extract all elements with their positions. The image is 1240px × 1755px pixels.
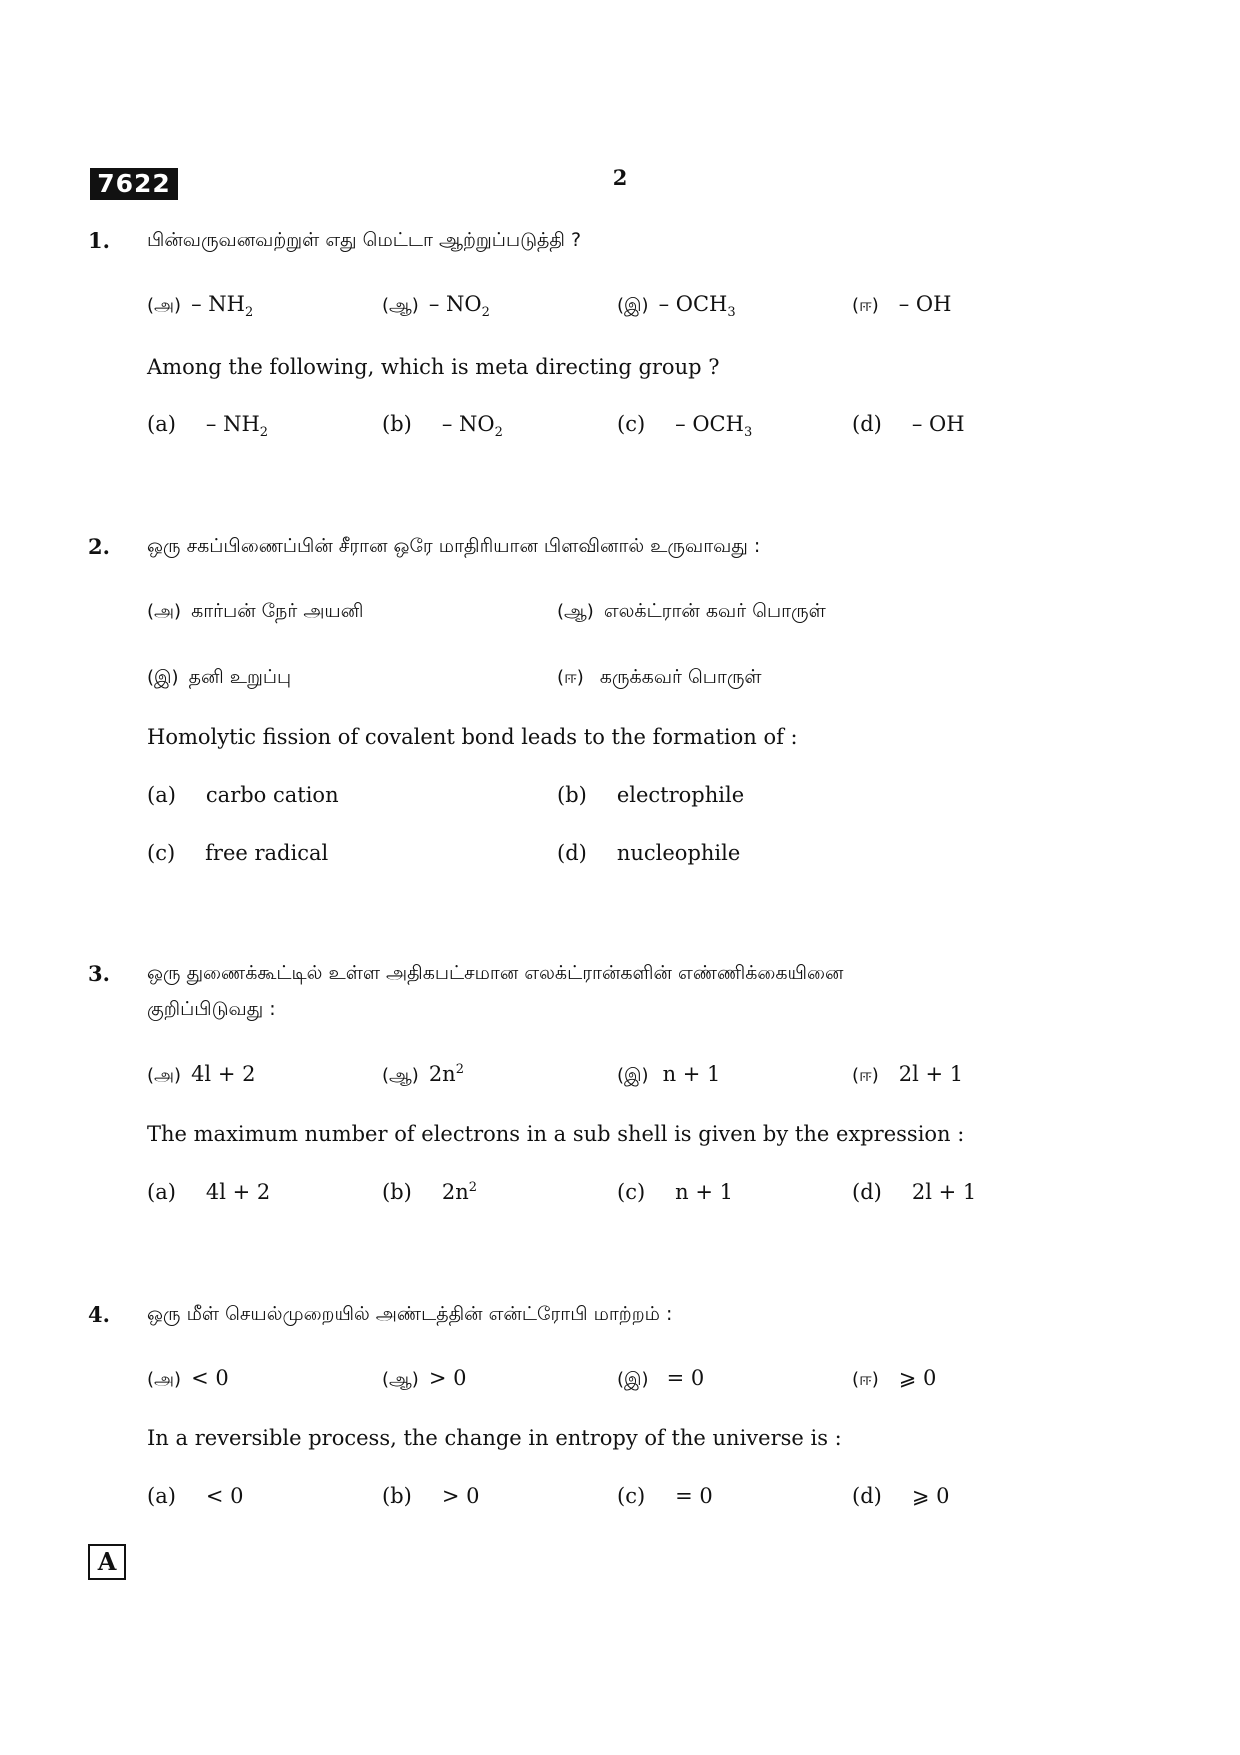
question-3-tamil-text-line2: குறிப்பிடுவது : (147, 998, 276, 1020)
version-box: A (88, 1544, 126, 1580)
option-value: < 0 (205, 1484, 244, 1508)
option-value: > 0 (441, 1484, 480, 1508)
option-label: (b) (557, 783, 587, 807)
question-3-tamil-option-a (147, 1062, 255, 1088)
option-value: free radical (205, 841, 329, 865)
question-3-english-option-a (147, 1180, 270, 1204)
question-4-tamil-option-a (147, 1366, 229, 1392)
question-3-tamil-text-line1: ஒரு துணைக்கூட்டில் உள்ள அதிகபட்சமான எலக்ட்ரான்களின் எண்ணிக்கையினை (147, 962, 844, 984)
question-1-number: 1. (88, 228, 110, 253)
question-3-english-text: The maximum number of electrons in a sub shell is given by the expression : (147, 1122, 965, 1146)
option-value: – OCH (675, 412, 744, 436)
question-1-tamil-option-c (617, 292, 736, 320)
option-value: carbo cation (205, 783, 339, 807)
option-value: 2l + 1 (911, 1180, 977, 1204)
option-value: 4l + 2 (191, 1062, 256, 1086)
question-4-english-text: In a reversible process, the change in entropy of the universe is : (147, 1426, 842, 1450)
subscript: 2 (244, 305, 254, 321)
question-2-english-option-c (147, 841, 328, 865)
question-paper-code: 7622 (90, 168, 178, 200)
option-label: (d) (852, 1180, 882, 1204)
question-1-english-option-d (852, 412, 965, 436)
option-value: n + 1 (675, 1180, 733, 1204)
option-value: ⩾ 0 (911, 1484, 950, 1508)
option-label: (ஆ) (382, 295, 419, 316)
question-3-number: 3. (88, 961, 110, 986)
subscript: 3 (727, 305, 736, 321)
subscript: 2 (259, 425, 269, 441)
question-4-tamil-text: ஒரு மீள் செயல்முறையில் அண்டத்தின் என்ட்ரோபி மாற்றம் : (147, 1303, 673, 1325)
question-4-tamil-option-d (852, 1366, 936, 1392)
option-label: (அ) (147, 1065, 182, 1086)
option-label: (இ) (617, 1369, 649, 1390)
option-label: (d) (852, 412, 882, 436)
option-value: – NH (191, 292, 245, 316)
option-label: (அ) (147, 295, 182, 316)
option-value: எலக்ட்ரான் கவர் பொருள் (603, 600, 826, 622)
question-4-english-option-c (617, 1484, 713, 1508)
option-label: (b) (382, 1180, 412, 1204)
option-label: (இ) (617, 295, 649, 316)
option-label: (ஈ) (852, 1369, 879, 1390)
question-1-tamil-option-b (382, 292, 490, 320)
option-value: 2n (441, 1180, 469, 1204)
option-label: (b) (382, 1484, 412, 1508)
superscript: 2 (455, 1062, 464, 1077)
option-label: (c) (617, 1484, 646, 1508)
option-label: (இ) (617, 1065, 649, 1086)
question-2-tamil-option-a (147, 598, 363, 625)
option-value: – OH (911, 412, 965, 436)
question-1-tamil-option-a (147, 292, 253, 320)
question-3-english-option-c (617, 1180, 733, 1204)
option-label: (அ) (147, 1369, 182, 1390)
option-label: (a) (147, 783, 176, 807)
option-value: nucleophile (616, 841, 741, 865)
question-2-english-option-b (557, 783, 744, 807)
question-4-tamil-option-c (617, 1366, 704, 1392)
option-label: (b) (382, 412, 412, 436)
option-value: – OCH (658, 292, 728, 316)
option-label: (அ) (147, 601, 182, 622)
option-label: (ஈ) (557, 667, 584, 688)
question-1-english-text: Among the following, which is meta directing group ? (147, 355, 720, 379)
question-2-tamil-text: ஒரு சகப்பிணைப்பின் சீரான ஒரே மாதிரியான பிளவினால் உருவாவது : (147, 535, 761, 557)
question-2-number: 2. (88, 534, 110, 559)
option-value: 4l + 2 (205, 1180, 271, 1204)
subscript: 3 (743, 425, 753, 441)
question-2-tamil-option-d (557, 664, 762, 691)
option-label: (c) (617, 1180, 646, 1204)
option-value: – OH (898, 292, 952, 316)
superscript: 2 (468, 1180, 478, 1195)
question-1-english-option-a (147, 412, 268, 440)
option-label: (a) (147, 1180, 176, 1204)
option-value: கார்பன் நேர் அயனி (191, 600, 364, 622)
question-1-english-option-b (382, 412, 503, 440)
option-value: – NO (428, 292, 482, 316)
option-value: – NO (441, 412, 495, 436)
subscript: 2 (481, 305, 490, 321)
question-4-number: 4. (88, 1302, 110, 1327)
question-4-tamil-option-b (382, 1366, 466, 1392)
option-value: ⩾ 0 (898, 1366, 937, 1390)
option-label: (c) (617, 412, 646, 436)
option-value: தனி உறுப்பு (188, 666, 292, 688)
question-2-english-option-a (147, 783, 339, 807)
option-label: (இ) (147, 667, 179, 688)
option-value: > 0 (428, 1366, 467, 1390)
option-value: 2l + 1 (898, 1062, 964, 1086)
question-4-english-option-b (382, 1484, 479, 1508)
question-3-tamil-option-c (617, 1062, 720, 1088)
question-4-english-option-a (147, 1484, 244, 1508)
question-4-english-option-d (852, 1484, 949, 1508)
option-label: (d) (557, 841, 587, 865)
option-value: < 0 (191, 1366, 229, 1390)
question-1-tamil-text: பின்வருவனவற்றுள் எது மெட்டா ஆற்றுப்படுத்தி ? (147, 229, 582, 251)
option-value: கருக்கவர் பொருள் (599, 666, 762, 688)
question-1-tamil-option-d (852, 292, 951, 318)
option-value: 2n (428, 1062, 456, 1086)
option-value: = 0 (675, 1484, 713, 1508)
question-3-tamil-option-d (852, 1062, 963, 1088)
option-label: (a) (147, 412, 176, 436)
option-value: – NH (205, 412, 260, 436)
option-label: (a) (147, 1484, 176, 1508)
question-2-tamil-option-b (557, 598, 826, 625)
option-label: (ஆ) (557, 601, 594, 622)
subscript: 2 (494, 425, 503, 441)
question-2-english-text: Homolytic fission of covalent bond leads to the formation of : (147, 725, 798, 749)
question-1-english-option-c (617, 412, 752, 440)
question-2-tamil-option-c (147, 664, 291, 691)
option-label: (ஆ) (382, 1369, 419, 1390)
option-label: (d) (852, 1484, 882, 1508)
page-number: 2 (612, 165, 628, 190)
question-3-english-option-d (852, 1180, 976, 1204)
option-label: (c) (147, 841, 176, 865)
question-2-english-option-d (557, 841, 740, 865)
option-label: (ஈ) (852, 295, 879, 316)
option-label: (ஈ) (852, 1065, 879, 1086)
option-value: n + 1 (662, 1062, 721, 1086)
question-3-english-option-b (382, 1180, 477, 1204)
option-label: (ஆ) (382, 1065, 419, 1086)
option-value: electrophile (616, 783, 745, 807)
question-3-tamil-option-b (382, 1062, 464, 1088)
option-value: = 0 (666, 1366, 705, 1390)
